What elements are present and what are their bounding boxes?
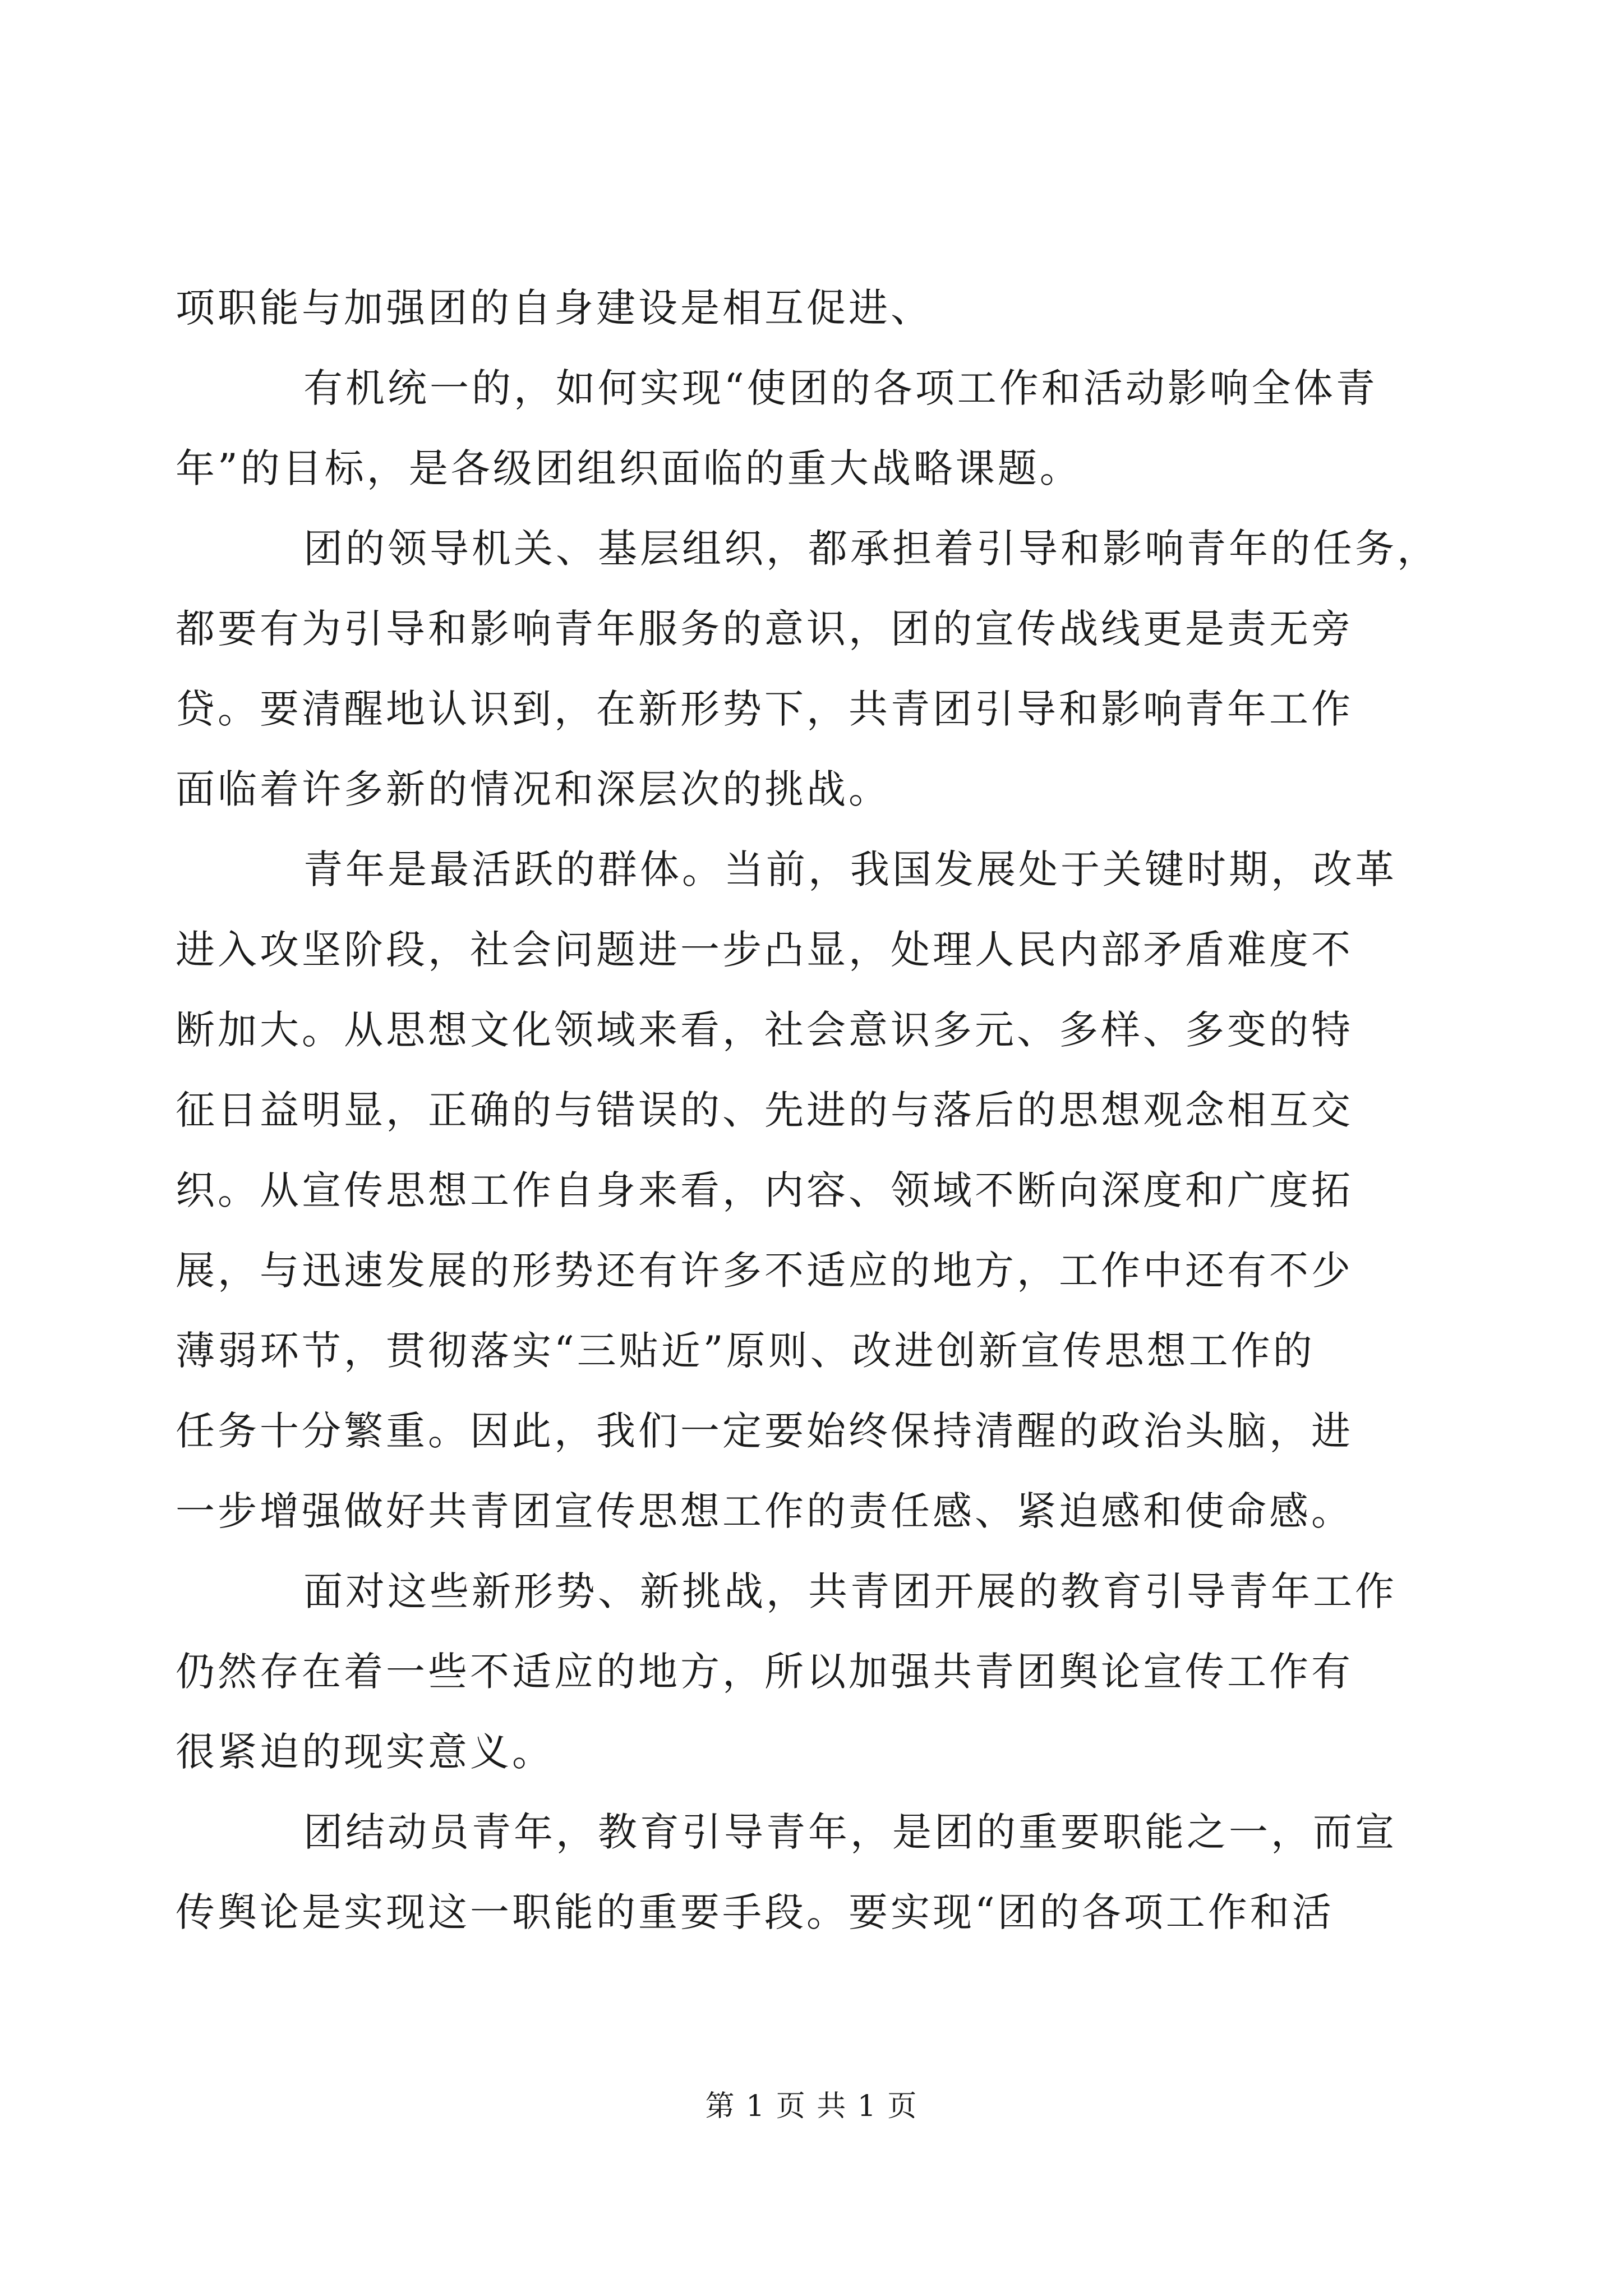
page-number-footer: 第 1 页 共 1 页: [705, 2090, 918, 2123]
text-line: 薄弱环节，贯彻落实“三贴近”原则、改进创新宣传思想工作的: [176, 1328, 1315, 1374]
paragraph-first-line: 青年是最活跃的群体。当前，我国发展处于关键时期，改革: [303, 846, 1397, 892]
text-line: 征日益明显，正确的与错误的、先进的与落后的思想观念相互交: [176, 1087, 1353, 1133]
text-line: 断加大。从思想文化领域来看，社会意识多元、多样、多变的特: [176, 1007, 1353, 1053]
text-line: 展，与迅速发展的形势还有许多不适应的地方，工作中还有不少: [176, 1248, 1353, 1294]
paragraph-first-line: 有机统一的，如何实现“使团的各项工作和活动影响全体青: [303, 365, 1378, 411]
paragraph-first-line: 团结动员青年，教育引导青年，是团的重要职能之一，而宣: [303, 1809, 1397, 1855]
text-line: 织。从宣传思想工作自身来看，内容、领域不断向深度和广度拓: [176, 1167, 1353, 1213]
text-line: 一步增强做好共青团宣传思想工作的责任感、紧迫感和使命感。: [176, 1488, 1353, 1534]
text-line: 都要有为引导和影响青年服务的意识，团的宣传战线更是责无旁: [176, 606, 1353, 652]
document-body: [176, 268, 1454, 1953]
text-line: 进入攻坚阶段，社会问题进一步凸显，处理人民内部矛盾难度不: [176, 927, 1353, 973]
text-line: 面临着许多新的情况和深层次的挑战。: [176, 766, 891, 812]
text-line: 任务十分繁重。因此，我们一定要始终保持清醒的政治头脑，进: [176, 1408, 1353, 1454]
text-line: 传舆论是实现这一职能的重要手段。要实现“团的各项工作和活: [176, 1889, 1334, 1935]
text-line: 贷。要清醒地认识到，在新形势下，共青团引导和影响青年工作: [176, 686, 1353, 732]
text-line: 仍然存在着一些不适应的地方，所以加强共青团舆论宣传工作有: [176, 1649, 1353, 1695]
paragraph-first-line: 团的领导机关、基层组织，都承担着引导和影响青年的任务，: [303, 526, 1439, 572]
paragraph-first-line: 面对这些新形势、新挑战，共青团开展的教育引导青年工作: [303, 1568, 1397, 1614]
text-line: 项职能与加强团的自身建设是相互促进、: [176, 285, 933, 331]
text-line: 年”的目标，是各级团组织面临的重大战略课题。: [176, 445, 1082, 491]
text-line: 很紧迫的现实意义。: [176, 1729, 554, 1775]
